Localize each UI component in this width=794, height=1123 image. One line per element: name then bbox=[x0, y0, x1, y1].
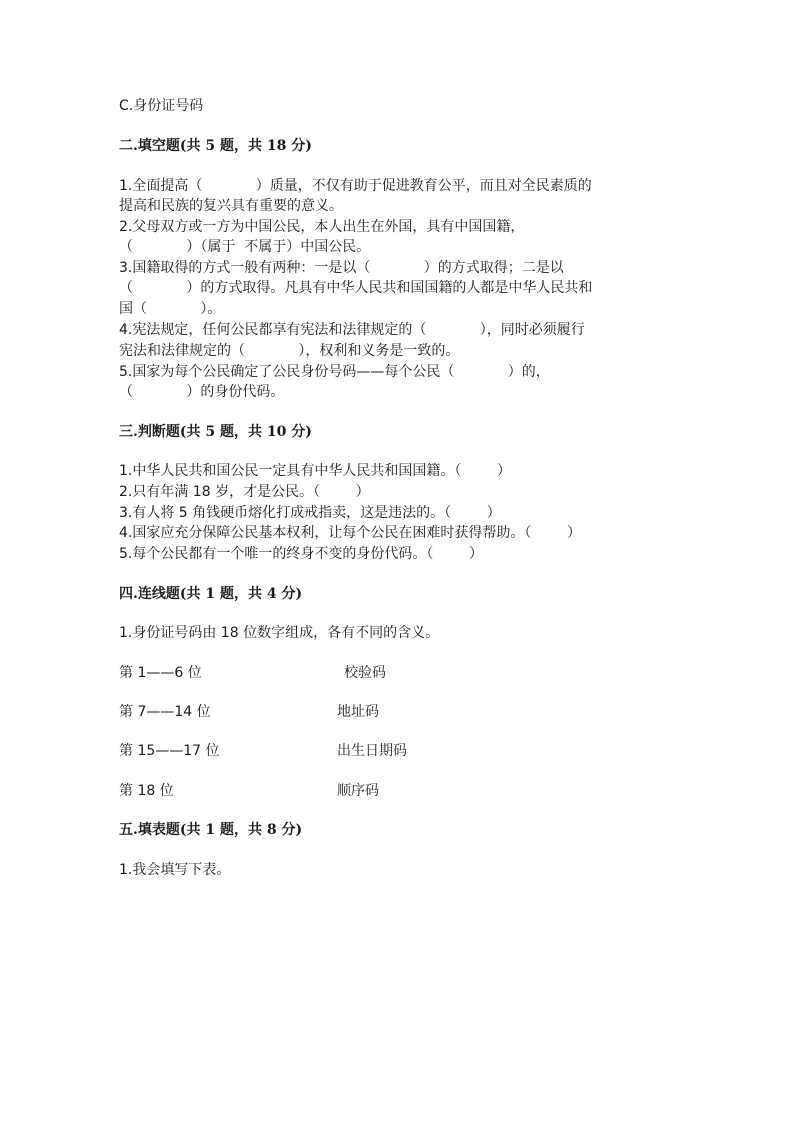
section2-line: 3.国籍取得的方式一般有两种：一是以（ ）的方式取得；二是以 bbox=[119, 260, 564, 276]
section3-line: 1.中华人民共和国公民一定具有中华人民共和国国籍。（ ） bbox=[119, 463, 511, 479]
section2-line: 1.全面提高（ ）质量，不仅有助于促进教育公平，而且对全民素质的 bbox=[119, 178, 592, 194]
prev-option: C.身份证号码 bbox=[119, 98, 204, 114]
match-right-item: 地址码 bbox=[337, 704, 379, 720]
section2-line: 4.宪法规定，任何公民都享有宪法和法律规定的（ ），同时必须履行 bbox=[119, 322, 585, 338]
match-left-item: 第 1——6 位 bbox=[119, 665, 202, 681]
section4-question: 1.身份证号码由 18 位数字组成，各有不同的含义。 bbox=[119, 625, 440, 641]
section2-line: 5.国家为每个公民确定了公民身份号码——每个公民（ ）的， bbox=[119, 364, 550, 380]
section3-line: 5.每个公民都有一个唯一的终身不变的身份代码。（ ） bbox=[119, 546, 483, 562]
section2-line: （ ）的方式取得。凡具有中华人民共和国国籍的人都是中华人民共和 bbox=[119, 280, 593, 296]
section2-line: 国（ ）。 bbox=[119, 301, 222, 317]
match-left-item: 第 7——14 位 bbox=[119, 704, 211, 720]
section5-heading: 五.填表题(共 1 题，共 8 分) bbox=[119, 822, 303, 838]
section2-line: 2.父母双方或一方为中国公民，本人出生在外国，具有中国国籍， bbox=[119, 219, 525, 235]
section2-line: 宪法和法律规定的（ ），权利和义务是一致的。 bbox=[119, 343, 460, 359]
section4-heading: 四.连线题(共 1 题，共 4 分) bbox=[119, 586, 303, 602]
match-right-item: 校验码 bbox=[344, 665, 386, 681]
section2-heading: 二.填空题(共 5 题，共 18 分) bbox=[119, 138, 312, 154]
section3-heading: 三.判断题(共 5 题，共 10 分) bbox=[119, 424, 312, 440]
section2-line: （ ）（属于 不属于）中国公民。 bbox=[119, 239, 371, 255]
match-left-item: 第 18 位 bbox=[119, 783, 174, 799]
section5-question: 1.我会填写下表。 bbox=[119, 862, 231, 878]
section3-line: 3.有人将 5 角钱硬币熔化打成戒指卖，这是违法的。（ ） bbox=[119, 505, 501, 521]
match-left-item: 第 15——17 位 bbox=[119, 743, 220, 759]
section2-line: （ ）的身份代码。 bbox=[119, 384, 285, 400]
section2-line: 提高和民族的复兴具有重要的意义。 bbox=[119, 198, 343, 214]
section3-line: 4.国家应充分保障公民基本权利，让每个公民在困难时获得帮助。（ ） bbox=[119, 525, 581, 541]
match-right-item: 顺序码 bbox=[337, 783, 379, 799]
section3-line: 2.只有年满 18 岁，才是公民。（ ） bbox=[119, 484, 370, 500]
match-right-item: 出生日期码 bbox=[337, 743, 407, 759]
